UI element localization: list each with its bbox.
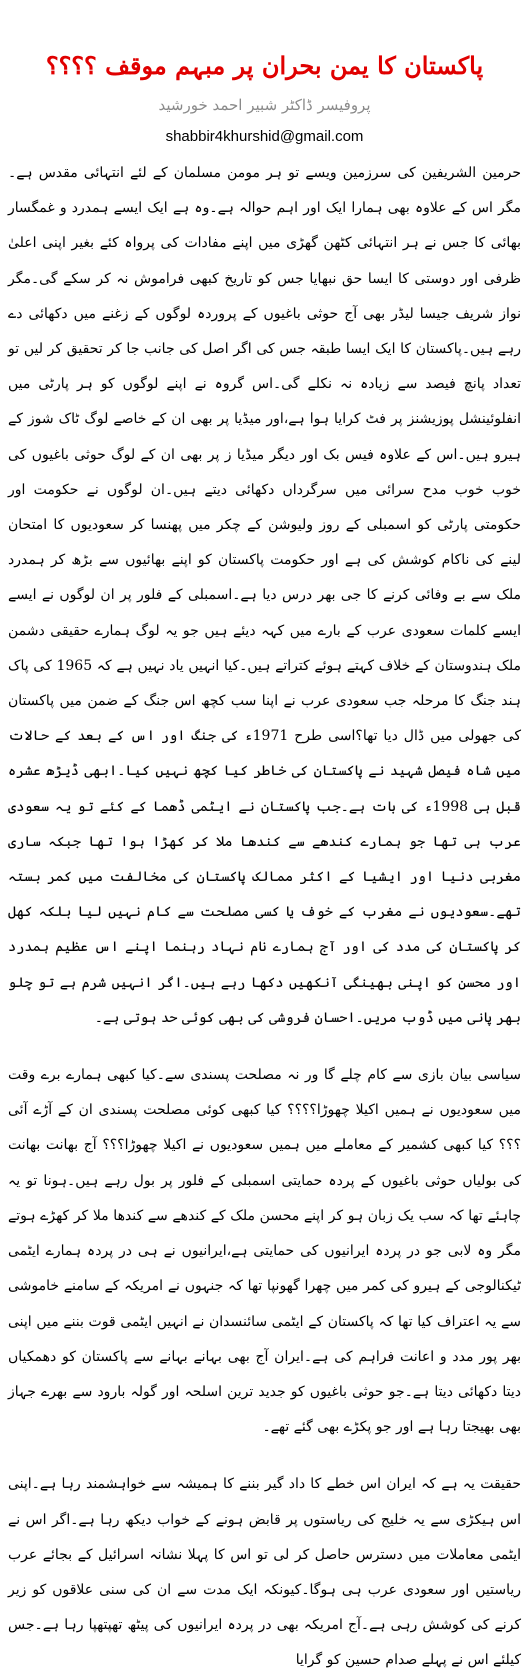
article-body xyxy=(8,156,521,1679)
article-title: پاکستان کا یمن بحران پر مبہم موقف ؟؟؟؟ xyxy=(45,51,484,80)
author-email: shabbir4khurshid@gmail.com xyxy=(165,128,364,145)
article-paragraph-1: حرمین الشریفین کی سرزمین ویسے تو ہر مومن مسلمان کے لئے انتہائی مقدس ہے۔مگر اس کے علاوہ بھی ہمارا ایک اور اہم حوالہ ہے۔وہ ہے ایک ایسے ہمدرد و غمگسار بھائی کا جس نے ہر انتہائی کٹھن گھڑی میں اپنے مفادات کی پرواہ کئے بغیر اپنی اعلیٰ ظرفی اور دوستی کا ایسا حق نبھایا جس کو تاریخ کبھی فراموش نہ کر سکے گی۔مگر نواز شریف جیسا لیڈر بھی آج حوثی باغیوں کے پروردہ لوگوں کے زغنے میں دکھائی دے رہے ہیں۔پاکستان کا ایک ایسا طبقہ جس کی اگر اصل کی جانب جا کر تحقیق کر لیں تو تعداد پانچ فیصد سے زیادہ نہ نکلے گی۔اس گروہ نے اپنے لوگوں کو ہر پارٹی میں انفلوئینشل پوزیشنز پر فٹ کرایا ہوا ہے،اور میڈیا پر بھی ان کے خاصے لوگ ٹاک شوز کے ہیرو ہیں۔اس کے علاوہ فیس بک اور دیگر میڈیا ز پر بھی ان کے لوگ حوثی باغیوں کی خوب خوب مدح سرائی میں سرگرداں دکھائی دیتے ہیں۔ان لوگوں نے حکومت اور حکومتی پارٹی کو اسمبلی کے روز ولیوشن کے چکر میں پھنسا کر سعودیوں کا امتحان لینے کی ناکام کوشش کی ہے اور حکومت پاکستان کو اپنے بھائیوں سے بڑھ کر ہمدرد ملک سے بے وفائی کرنے کا جی بھر درس دیا ہے۔اسمبلی کے فلور پر ان لوگوں نے ایسے ایسے کلمات سعودی عرب کے بارے میں کہہ دیئے ہیں جو یہ لوگ ہمارے حقیقی دشمن ملک ہندوستان کے خلاف کہتے ہوئے کتراتے ہیں۔کیا انہیں یاد نہیں ہے کہ 1965 کی پاک ہند جنگ کا مرحلہ جب سعودی عرب نے اپنا سب کچھ اس جنگ کے ضمن میں پاکستان کی جھولی میں ڈال دیا تھا؟اسی طرح 1971ء کی جنگ اور اس کے بعد کے حالات میں شاہ فیصل شہید نے پاکستان کی خاطر کیا کچھ نہیں کیا۔ابھی ڈیڑھ عشرہ قبل ہی 1998ء کی بات ہے۔جب پاکستان نے ایٹمی ڈھما کے کئے تو یہ سعودی عرب ہی تھا جو ہمارے کندھے سے کندھا ملا کر کھڑا ہوا تھا جبکہ ساری مغربی دنیا اور ایشیا کے اکثر ممالک پاکستان کی مخالفت میں کمر بستہ تھے۔سعودیوں نے مغرب کے خوف یا کسی مصلحت سے کام نہیں لیا بلکہ کھل کر پاکستان کی مدد کی اور آج ہمارے نام نہاد رہنما اپنے اس عظیم ہمدرد اور محسن کو اپنی بھینگی آنکھیں دکھا رہے ہیں۔اگر انہیں شرم ہے تو چلو بھر پانی میں ڈوب مریں۔احسان فروشی کی بھی کوئی حد ہوتی ہے۔ xyxy=(8,165,522,1026)
article-paragraph-2: سیاسی بیان بازی سے کام چلے گا ور نہ مصلحت پسندی سے۔کیا کبھی ہمارے برے وقت میں سعودیوں نے ہمیں اکیلا چھوڑا؟؟؟؟ کیا کبھی کوئی مصلحت پسندی ان کے آڑے آئی ؟؟؟ کیا کبھی کشمیر کے معاملے میں ہمیں سعودیوں نے اکیلا چھوڑا؟؟؟ آج بھانت بھانت کی بولیاں حوثی باغیوں کے پردہ حمایتی اسمبلی کے فلور پر بول رہے ہیں۔ہونا تو یہ چاہئے تھا کہ سب یک زبان ہو کر اپنے محسن ملک کے کندھے سے کندھا ملا کر کھڑے ہوتے مگر وہ لابی جو در پردہ ایرانیوں کی حمایتی ہے،ایرانیوں نے ہی در پردہ ہمارے ایٹمی ٹیکنالوجی کے ہیرو کی کمر میں چھرا گھونپا تھا کہ جنہوں نے امریکہ کے سامنے خاموشی سے یہ اعتراف کیا تھا کہ پاکستان کے ایٹمی سائنسدان نے انہیں ایٹمی قوت بننے میں اپنی بھر پور مدد و اعانت فراہم کی ہے۔ایران آج بھی بہانے بہانے سے پاکستان کو دھمکیاں دیتا دکھائی دیتا ہے۔جو حوثی باغیوں کو جدید ترین اسلحہ اور گولہ بارود سے بھرے جہاز بھی بھیجتا رہا ہے اور جو پکڑے بھی گئے تھے۔ xyxy=(8,1067,522,1436)
article-paragraph-3: حقیقت یہ ہے کہ ایران اس خطے کا داد گیر بننے کا ہمیشہ سے خواہشمند رہا ہے۔اپنی اس ہیکڑی سے یہ خلیج کی ریاستوں پر قابض ہونے کے خواب دیکھ رہا ہے۔اگر اس نے ایٹمی معاملات میں دسترس حاصل کر لی تو اس کا پہلا نشانہ اسرائیل کے بجائے عرب ریاستیں اور سعودی عرب ہی ہوگا۔کیونکہ ایک مدت سے ان کی سنی علاقوں کو زیر کرنے کی کوشش رہی ہے۔آج امریکہ بھی در پردہ ایرانیوں کی پیٹھ تھپتھپا رہا ہے۔جس کیلئے اس نے پہلے صدام حسین کو گرایا xyxy=(8,1476,521,1669)
author-byline: پروفیسر ڈاکٹر شبیر احمد خورشید xyxy=(158,96,371,114)
article-page xyxy=(0,46,529,1669)
